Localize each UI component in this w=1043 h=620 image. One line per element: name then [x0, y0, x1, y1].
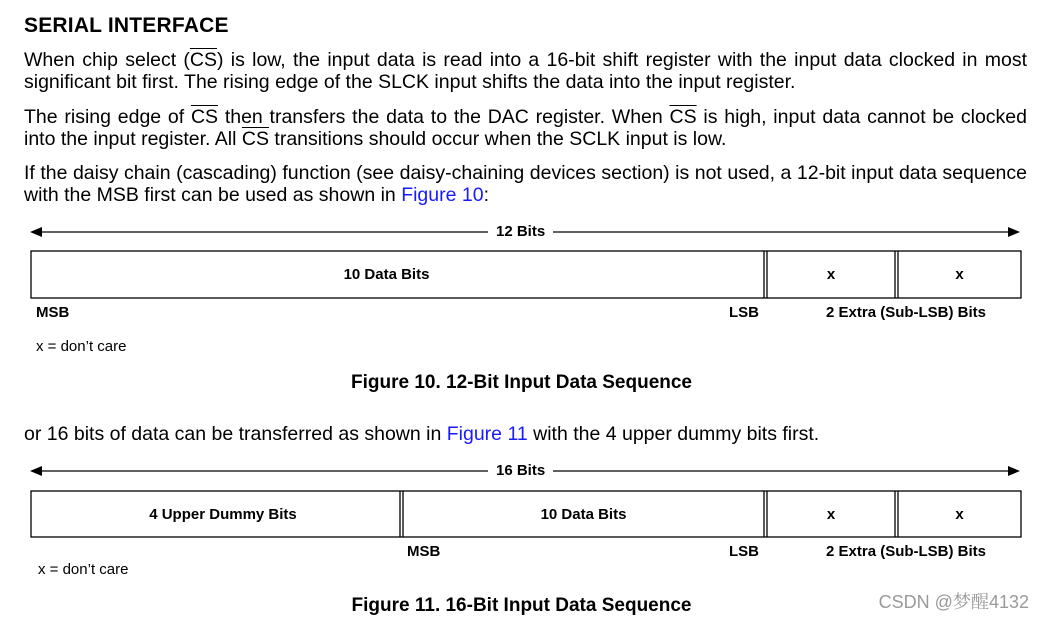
dont-care-note: x = don’t care: [36, 338, 127, 355]
watermark: CSDN @梦醒4132: [878, 592, 1029, 612]
figure-10-link[interactable]: Figure 10: [401, 184, 484, 206]
paragraph-rising-edge: The rising edge of $\overline{CS}$ then transfers the data to the DAC register. When $\overline{CS}$ is high, input data cannot be clocked into the input register. All $\overline{CS}$ transitions should occur when the SCLK input is low.: [24, 106, 1027, 150]
arrow-right-head: [1008, 466, 1020, 476]
lsb-label: LSB: [729, 304, 759, 321]
cs-signal: $\overline{CS}$: [669, 106, 697, 128]
section-title: SERIAL INTERFACE: [24, 14, 229, 37]
dont-care-note: x = don’t care: [38, 561, 129, 578]
span-label: 16 Bits: [496, 462, 546, 479]
paragraph-chip-select: When chip select $(\overline{CS})$ is low, the input data is read into a 16-bit shift register with the input data clocked in most significant bit first. The rising edge of the SLCK input shifts the data into the input register.: [24, 49, 1027, 93]
dont-care-cell: x: [955, 266, 964, 283]
dont-care-cell: x: [955, 505, 964, 523]
paragraph-daisy-chain: If the daisy chain (cascading) function (see daisy-chaining devices section) is not used, a 12-bit input data sequence with the MSB first can be used as shown in Figure 10:: [24, 162, 1027, 206]
dummy-bits-cell: 4 Upper Dummy Bits: [149, 505, 297, 523]
dont-care-cell: x: [826, 266, 836, 283]
figure-10-caption: Figure 10. 12-Bit Input Data Sequence: [350, 372, 693, 393]
arrow-left-head: [30, 466, 42, 476]
figure-11-caption: Figure 11. 16-Bit Input Data Sequence: [351, 595, 692, 616]
data-bits-cell: 10 Data Bits: [540, 505, 627, 523]
paragraph-16-bits: or 16 bits of data can be transferred as shown in Figure 11 with the 4 upper dummy bits first.: [24, 423, 820, 445]
dont-care-cell: x: [826, 505, 836, 523]
cs-signal: $\overline{CS}$: [190, 106, 219, 128]
extra-bits-label: 2 Extra (Sub-LSB) Bits: [826, 543, 987, 560]
lsb-label: LSB: [729, 543, 759, 560]
figure-11-link[interactable]: Figure 11: [446, 423, 528, 445]
msb-label: MSB: [407, 543, 441, 560]
cs-signal: $\overline{CS}$: [189, 49, 218, 71]
cs-signal: $\overline{CS}$: [241, 128, 269, 150]
span-label: 12 Bits: [496, 223, 546, 240]
data-bits-cell: 10 Data Bits: [343, 266, 430, 283]
extra-bits-label: 2 Extra (Sub-LSB) Bits: [826, 304, 987, 321]
msb-label: MSB: [36, 304, 70, 321]
